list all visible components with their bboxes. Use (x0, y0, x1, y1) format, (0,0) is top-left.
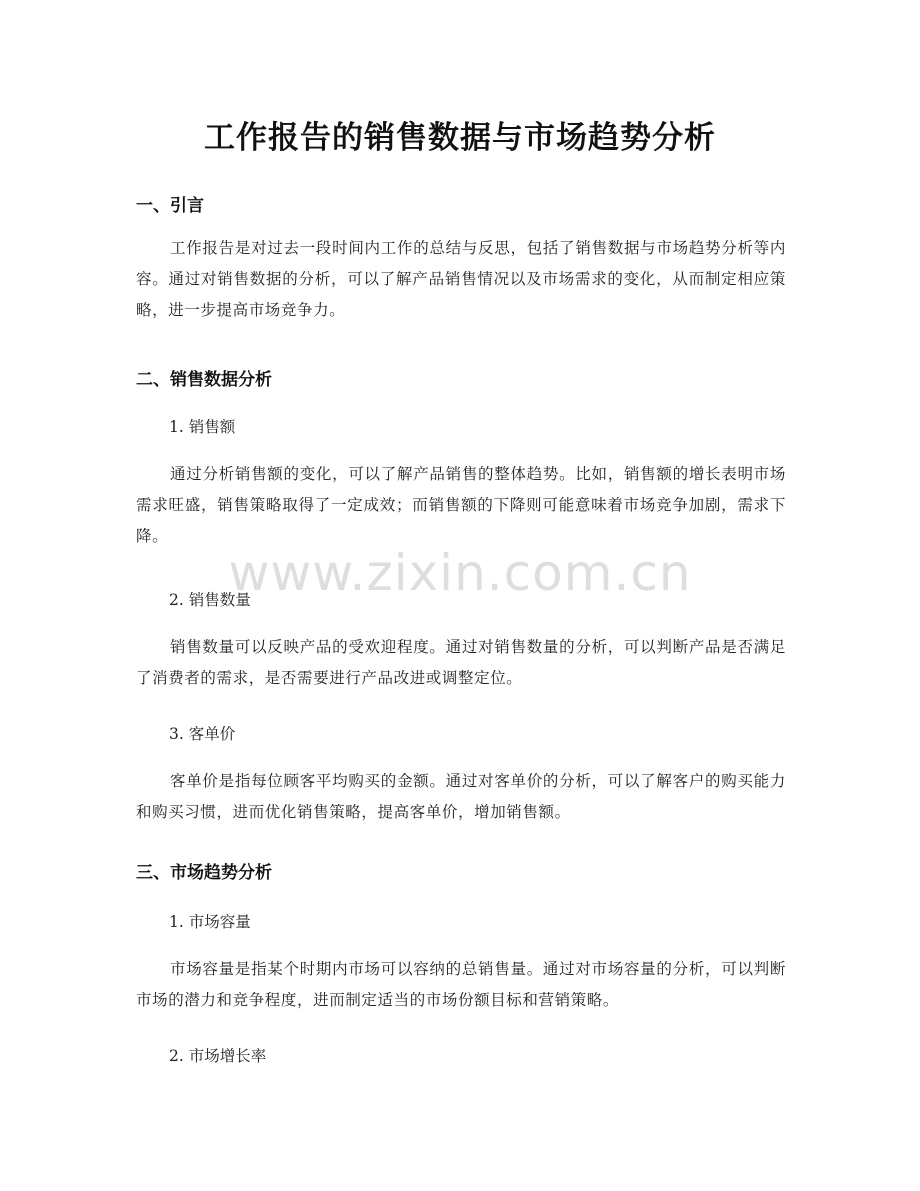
subheading-sales-amount: 1. 销售额 (169, 418, 236, 436)
subheading-market-capacity: 1. 市场容量 (169, 913, 251, 931)
paragraph-market-capacity: 市场容量是指某个时期内市场可以容纳的总销售量。通过对市场容量的分析，可以判断市场的潜力和竞争程度，进而制定适当的市场份额目标和营销策略。 (136, 960, 786, 1009)
section-heading-market: 三、市场趋势分析 (136, 863, 272, 883)
document-title: 工作报告的销售数据与市场趋势分析 (204, 120, 716, 156)
watermark-text: www.zixin.com.cn (228, 544, 692, 602)
subheading-market-growth: 2. 市场增长率 (169, 1047, 267, 1065)
paragraph-sales-quantity: 销售数量可以反映产品的受欢迎程度。通过对销售数量的分析，可以判断产品是否满足了消费者的需求，是否需要进行产品改进或调整定位。 (136, 638, 786, 687)
section-heading-sales: 二、销售数据分析 (136, 370, 272, 390)
paragraph-intro: 工作报告是对过去一段时间内工作的总结与反思，包括了销售数据与市场趋势分析等内容。通过对销售数据的分析，可以了解产品销售情况以及市场需求的变化，从而制定相应策略，进一步提高市场竞争力。 (136, 239, 786, 319)
section-heading-intro: 一、引言 (136, 196, 204, 216)
paragraph-unit-price: 客单价是指每位顾客平均购买的金额。通过对客单价的分析，可以了解客户的购买能力和购买习惯，进而优化销售策略，提高客单价，增加销售额。 (136, 772, 786, 821)
paragraph-sales-amount: 通过分析销售额的变化，可以了解产品销售的整体趋势。比如，销售额的增长表明市场需求旺盛，销售策略取得了一定成效；而销售额的下降则可能意味着市场竞争加剧，需求下降。 (136, 465, 786, 545)
subheading-sales-quantity: 2. 销售数量 (169, 591, 251, 609)
subheading-unit-price: 3. 客单价 (169, 725, 236, 743)
